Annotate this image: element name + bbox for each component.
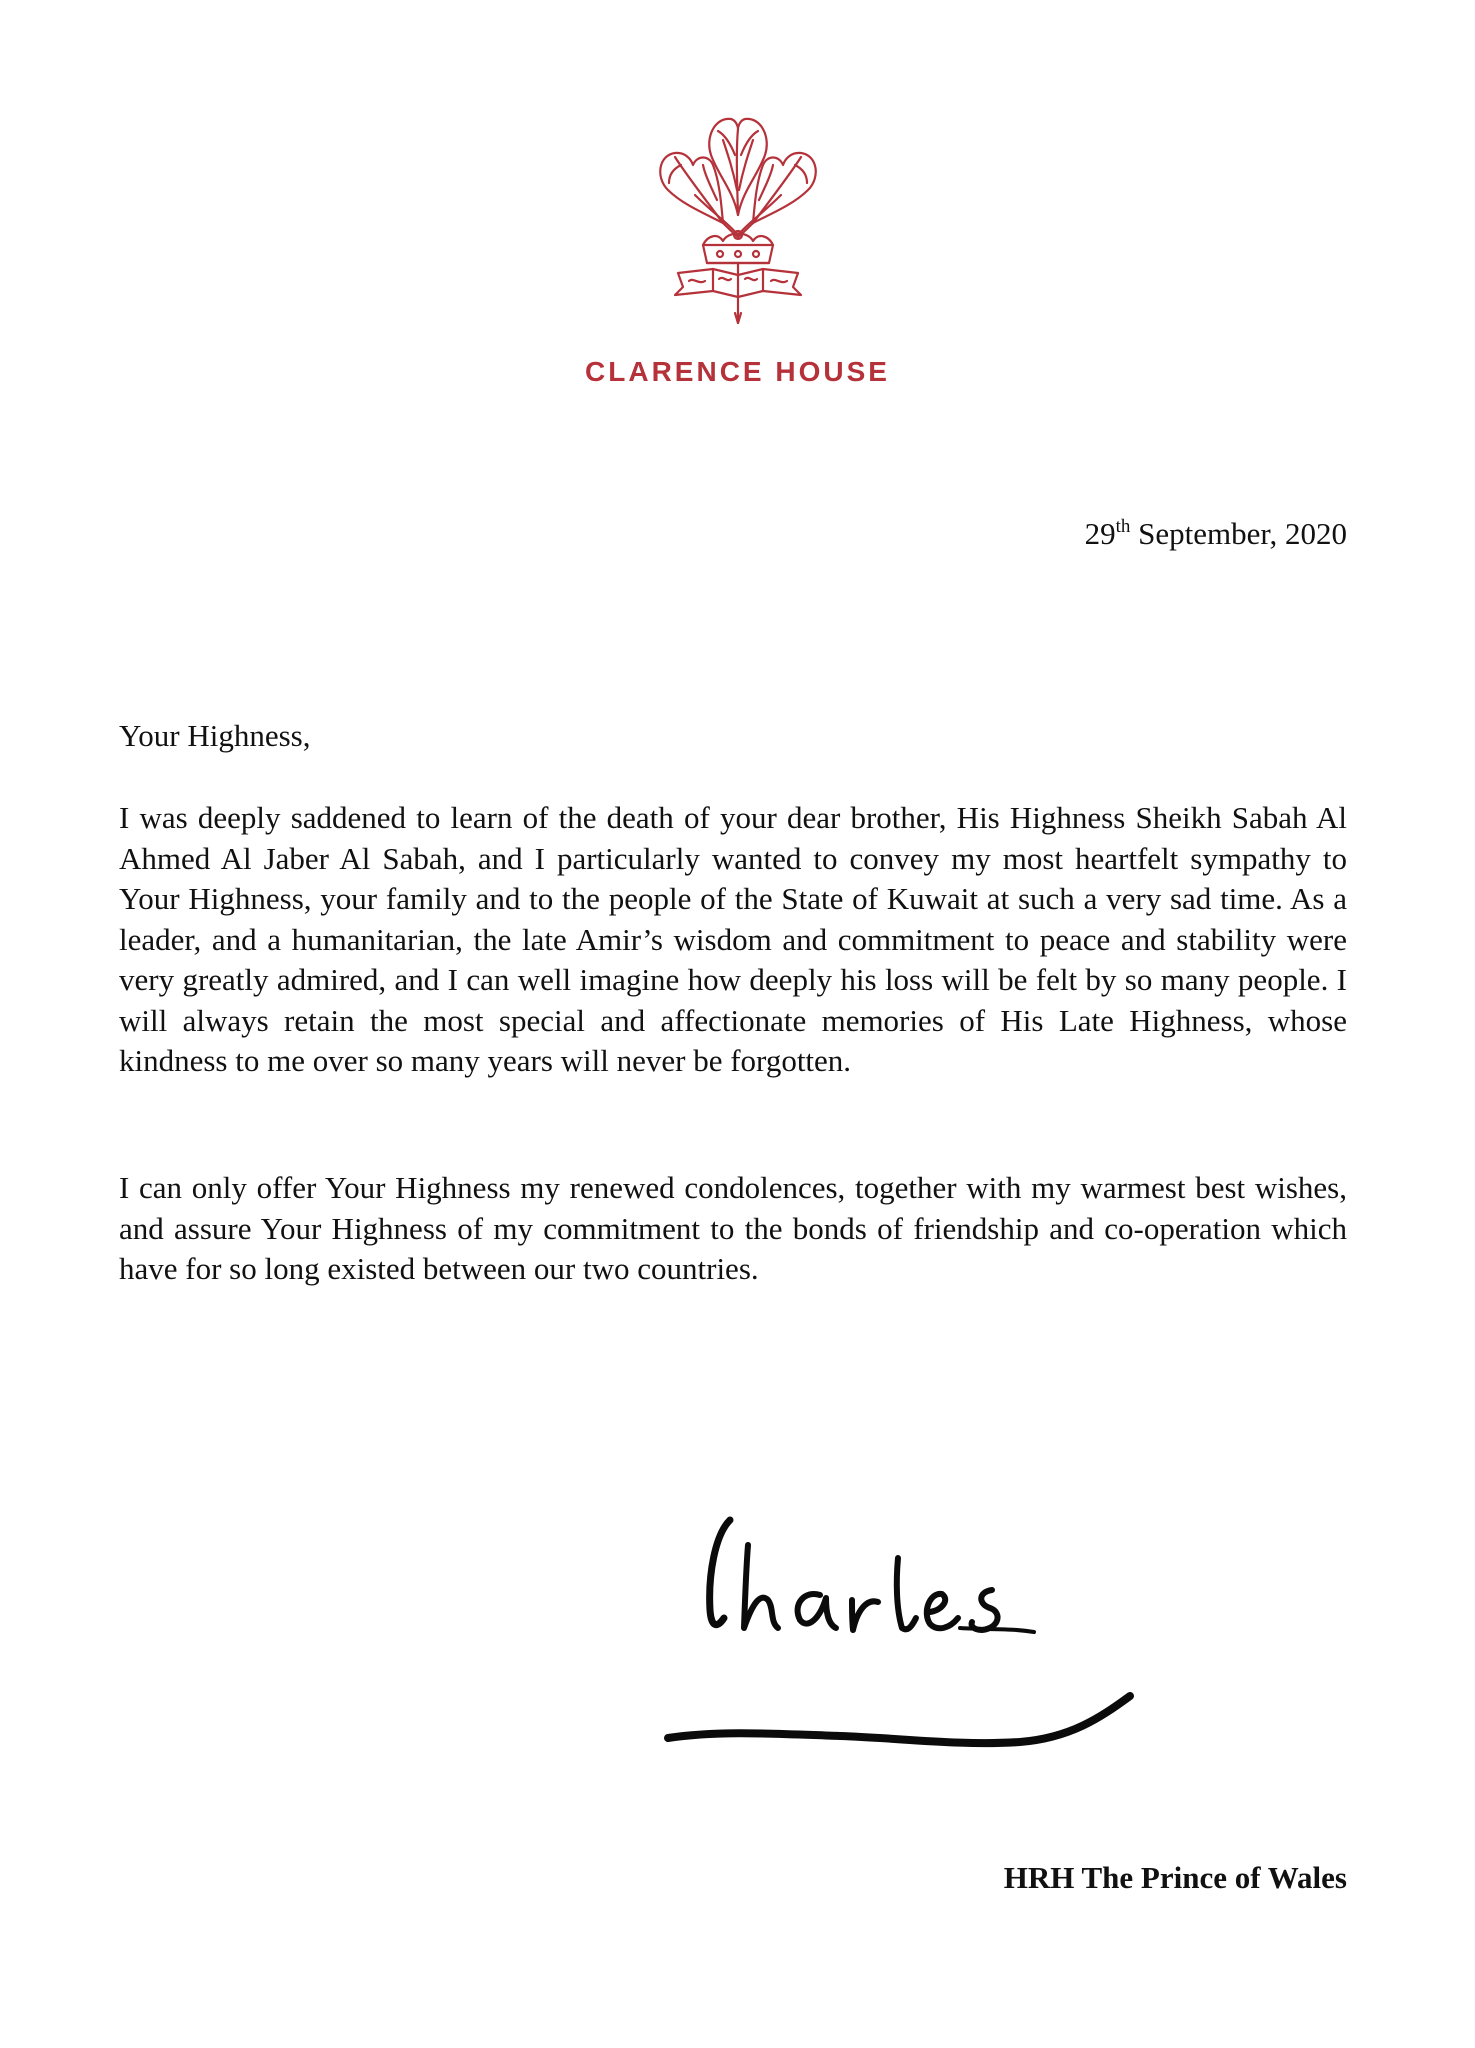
- letter-date: [1085, 516, 1347, 552]
- handwritten-signature: [660, 1500, 1340, 1790]
- date-ordinal: th: [1115, 516, 1131, 537]
- prince-of-wales-feathers-icon: [623, 95, 853, 325]
- letterhead: [0, 95, 1475, 325]
- salutation: Your Highness,: [119, 718, 311, 753]
- body-paragraph: I can only offer Your Highness my renewed condolences, together with my warmest best wishes, and assure Your Highness of my commitment to the bonds of friendship and co-operation which have for so long existed between our two countries.: [119, 1170, 1347, 1286]
- body-paragraph: I was deeply saddened to learn of the death of your dear brother, His Highness Sheikh Sabah Al Ahmed Al Jaber Al Sabah, and I particularly wanted to convey my most heartfelt sympathy to Your Highness, your family and to the people of the State of Kuwait at such a very sad time. As a leader, and a humanitarian, the late Amir’s wisdom and commitment to peace and stability were very greatly admired, and I can well imagine how deeply his loss will be felt by so many people. I will always retain the most special and affectionate memories of His Late Highness, whose kindness to me over so many years will never be forgotten.: [119, 800, 1347, 1078]
- date-month-year: September, 2020: [1138, 516, 1347, 551]
- date-day: 29: [1084, 516, 1116, 551]
- letterhead-title: CLARENCE HOUSE: [585, 356, 890, 387]
- signatory-name: HRH The Prince of Wales: [1003, 1860, 1347, 1895]
